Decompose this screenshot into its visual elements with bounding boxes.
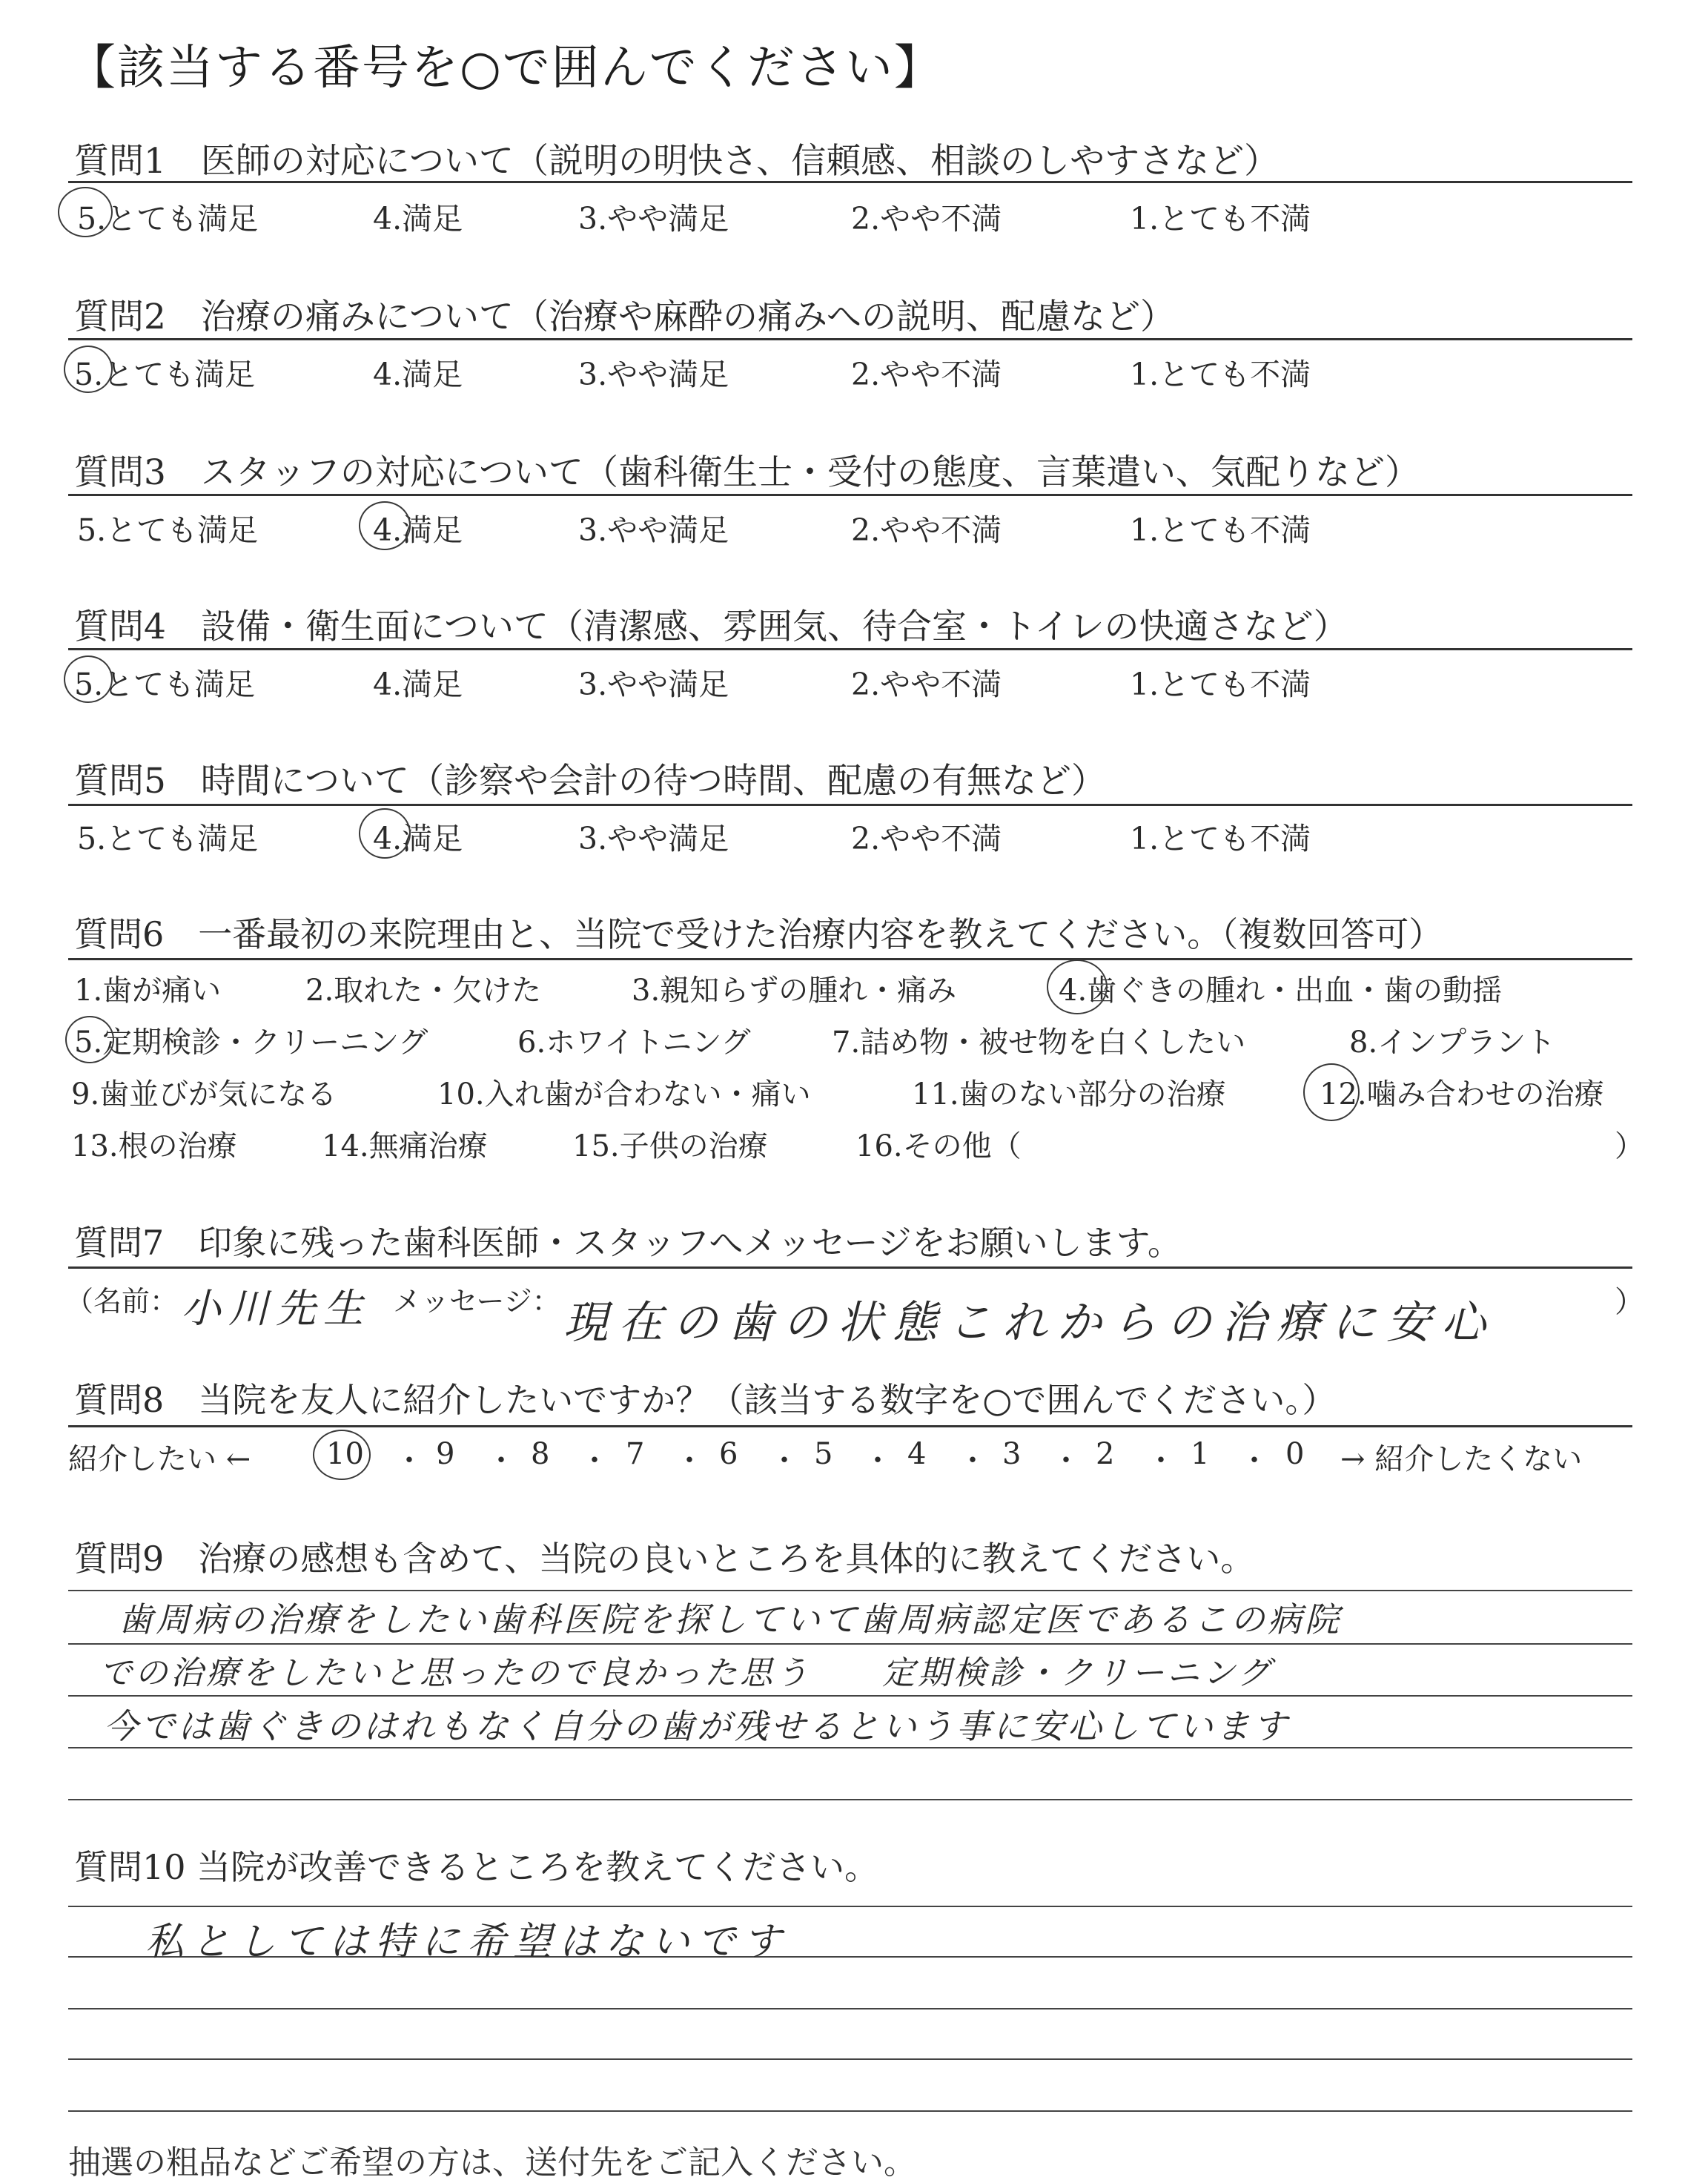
q5-rule (68, 804, 1632, 806)
q2-selection-circle (64, 346, 113, 393)
q8-rule (68, 1425, 1632, 1427)
q7-name-handwriting[interactable]: 小川先生 (181, 1285, 371, 1332)
q8-scale-10[interactable]: 10 (326, 1437, 364, 1471)
q6-option-13[interactable]: 13.根の治療 (71, 1129, 237, 1163)
q8-title: 質問8 当院を友人に紹介したいですか？（該当する数字を○で囲んでください。） (74, 1380, 1337, 1420)
q8-left-label: 紹介したい ← (68, 1442, 251, 1476)
page-title: 【該当する番号を○で囲んでください】 (68, 41, 943, 96)
q8-scale-4[interactable]: 4 (907, 1437, 927, 1471)
q7-message-label: メッセージ： (393, 1285, 560, 1318)
q1-selection-circle (58, 187, 113, 237)
q3-title: 質問3 スタッフの対応について（歯科衛生士・受付の態度、言葉遣い、気配りなど） (74, 452, 1420, 493)
q8-dot: ・ (1146, 1444, 1176, 1478)
q1-option-2[interactable]: 2.やや不満 (851, 201, 1002, 237)
q6-option-15[interactable]: 15.子供の治療 (572, 1129, 768, 1163)
q6-option-8[interactable]: 8.インプラント (1349, 1026, 1556, 1060)
q5-option-5[interactable]: 5.とても満足 (77, 821, 259, 856)
q6-option-10[interactable]: 10.入れ歯が合わない・痛い (437, 1077, 811, 1112)
q5-option-3[interactable]: 3.やや満足 (578, 821, 729, 856)
q3-option-1[interactable]: 1.とても不満 (1130, 512, 1311, 548)
q10-line-4 (68, 2058, 1632, 2060)
q4-option-5[interactable]: 5.とても満足 (74, 667, 256, 702)
q9-line-2 (68, 1643, 1632, 1645)
q9-line-1 (68, 1590, 1632, 1591)
q6-option-16[interactable]: 16.その他（ (855, 1129, 1022, 1163)
q6-option-4[interactable]: 4.歯ぐきの腫れ・出血・歯の動揺 (1059, 974, 1503, 1008)
q2-option-2[interactable]: 2.やや不満 (851, 357, 1002, 392)
q1-title: 質問1 医師の対応について（説明の明快さ、信頼感、相談のしやすさなど） (74, 141, 1280, 182)
q8-scale-5[interactable]: 5 (814, 1437, 833, 1471)
q2-option-1[interactable]: 1.とても不満 (1130, 357, 1311, 392)
q3-option-3[interactable]: 3.やや満足 (578, 512, 729, 548)
q6-option-7[interactable]: 7.詰め物・被せ物を白くしたい (832, 1026, 1246, 1060)
q6-option-16-close: ） (1615, 1129, 1644, 1163)
q5-selection-circle (359, 808, 411, 859)
q3-rule (68, 494, 1632, 496)
q1-option-5[interactable]: 5.とても満足 (77, 201, 259, 237)
q8-scale-3[interactable]: 3 (1002, 1437, 1022, 1471)
q6-option-9[interactable]: 9.歯並びが気になる (71, 1077, 337, 1112)
q10-line-1 (68, 1906, 1632, 1907)
q6-selection-circle-12 (1303, 1063, 1360, 1121)
q8-dot: ・ (958, 1444, 987, 1478)
q6-rule (68, 958, 1632, 960)
q10-line-3 (68, 2008, 1632, 2009)
q6-option-11[interactable]: 11.歯のない部分の治療 (912, 1077, 1226, 1112)
q2-option-4[interactable]: 4.満足 (373, 357, 463, 392)
q8-scale-2[interactable]: 2 (1096, 1437, 1115, 1471)
q5-option-4[interactable]: 4.満足 (373, 821, 463, 856)
q8-dot: ・ (486, 1444, 516, 1478)
q8-dot: ・ (863, 1444, 893, 1478)
q1-option-4[interactable]: 4.満足 (373, 201, 463, 237)
q6-option-3[interactable]: 3.親知らずの腫れ・痛み (632, 974, 957, 1008)
q2-option-5[interactable]: 5.とても満足 (74, 357, 256, 392)
q6-option-1[interactable]: 1.歯が痛い (74, 974, 222, 1008)
q4-selection-circle (64, 655, 113, 703)
q7-title: 質問7 印象に残った歯科医師・スタッフへメッセージをお願いします。 (74, 1223, 1182, 1263)
q9-answer-line-2[interactable]: での治療をしたいと思ったので良かった思う 定期検診・クリーニング (99, 1654, 1274, 1692)
q8-dot: ・ (394, 1444, 424, 1478)
footer-note: 抽選の粗品などご希望の方は、送付先をご記入ください。 (68, 2144, 916, 2182)
q1-rule (68, 181, 1632, 183)
q8-dot: ・ (769, 1444, 799, 1478)
q9-answer-line-3[interactable]: 今では歯ぐきのはれもなく自分の歯が残せるという事に安心しています (104, 1706, 1290, 1746)
q8-selection-circle (313, 1430, 371, 1480)
q8-scale-0[interactable]: 0 (1285, 1437, 1305, 1471)
q3-option-5[interactable]: 5.とても満足 (77, 512, 259, 548)
q4-rule (68, 648, 1632, 650)
q9-answer-line-1[interactable]: 歯周病の治療をしたい歯科医院を探していて歯周病認定医であるこの病院 (119, 1599, 1342, 1639)
q6-option-12[interactable]: 12.噛み合わせの治療 (1320, 1077, 1604, 1112)
q10-line-5 (68, 2110, 1632, 2112)
q4-title: 質問4 設備・衛生面について（清潔感、雰囲気、待合室・トイレの快適さなど） (74, 607, 1348, 647)
q8-dot: ・ (675, 1444, 704, 1478)
q7-name-label: （名前： (65, 1285, 179, 1318)
q10-title: 質問10 当院が改善できるところを教えてください。 (74, 1847, 879, 1887)
q5-option-1[interactable]: 1.とても不満 (1130, 821, 1311, 856)
q1-option-3[interactable]: 3.やや満足 (578, 201, 729, 237)
q8-dot: ・ (1051, 1444, 1081, 1478)
q9-line-5 (68, 1799, 1632, 1800)
q6-option-14[interactable]: 14.無痛治療 (322, 1129, 488, 1163)
q6-selection-circle-4 (1047, 960, 1108, 1014)
q2-rule (68, 338, 1632, 340)
q2-title: 質問2 治療の痛みについて（治療や麻酔の痛みへの説明、配慮など） (74, 297, 1176, 337)
q6-selection-circle-5 (65, 1016, 114, 1063)
q6-title: 質問6 一番最初の来院理由と、当院で受けた治療内容を教えてください。（複数回答可） (74, 914, 1443, 954)
q6-option-2[interactable]: 2.取れた・欠けた (305, 974, 542, 1008)
q10-answer-line-1[interactable]: 私としては特に希望はないです (145, 1920, 790, 1964)
q8-right-label: → 紹介したくない (1340, 1442, 1583, 1476)
q8-dot: ・ (1239, 1444, 1269, 1478)
q7-message-handwriting[interactable]: 現在の歯の状態これからの治療に安心 (563, 1297, 1496, 1349)
q6-option-5[interactable]: 5.定期検診・クリーニング (74, 1026, 428, 1060)
q7-rule (68, 1266, 1632, 1269)
q4-option-3[interactable]: 3.やや満足 (578, 667, 729, 702)
q5-title: 質問5 時間について（診察や会計の待つ時間、配慮の有無など） (74, 761, 1106, 802)
q3-option-4[interactable]: 4.満足 (373, 512, 463, 548)
q8-scale-1[interactable]: 1 (1191, 1437, 1210, 1471)
q8-scale-9[interactable]: 9 (436, 1437, 455, 1471)
q2-option-3[interactable]: 3.やや満足 (578, 357, 729, 392)
q9-title: 質問9 治療の感想も含めて、当院の良いところを具体的に教えてください。 (74, 1539, 1255, 1579)
q8-scale-8[interactable]: 8 (531, 1437, 550, 1471)
q9-line-3 (68, 1695, 1632, 1697)
q4-option-2[interactable]: 2.やや不満 (851, 667, 1002, 702)
q4-option-1[interactable]: 1.とても不満 (1130, 667, 1311, 702)
q3-selection-circle (359, 501, 411, 550)
q4-option-4[interactable]: 4.満足 (373, 667, 463, 702)
q5-option-2[interactable]: 2.やや不満 (851, 821, 1002, 856)
q6-option-6[interactable]: 6.ホワイトニング (517, 1026, 751, 1060)
q7-close-paren: ） (1615, 1285, 1644, 1319)
q3-option-2[interactable]: 2.やや不満 (851, 512, 1002, 548)
q1-option-1[interactable]: 1.とても不満 (1130, 201, 1311, 237)
q8-scale-7[interactable]: 7 (626, 1437, 645, 1471)
q8-scale-6[interactable]: 6 (719, 1437, 738, 1471)
q8-dot: ・ (580, 1444, 609, 1478)
